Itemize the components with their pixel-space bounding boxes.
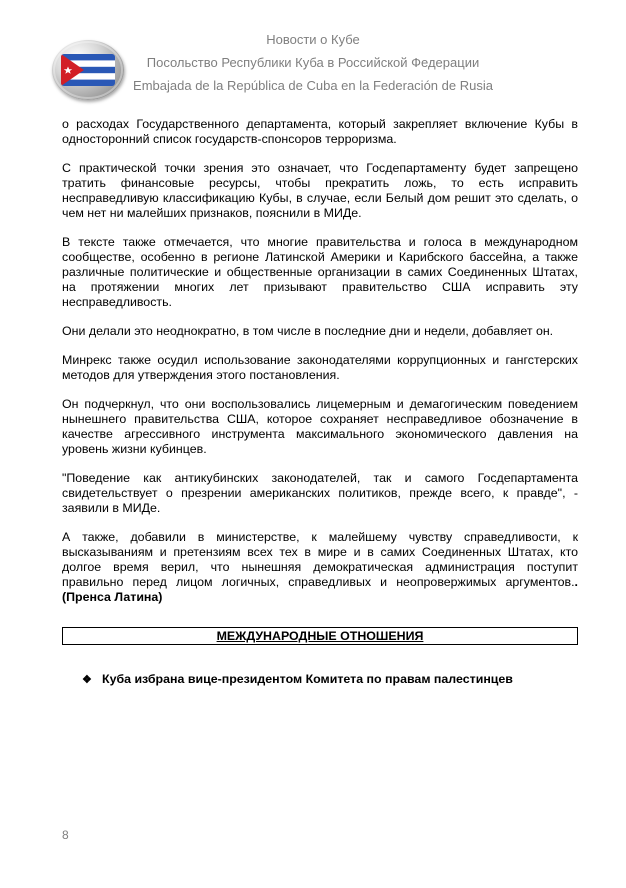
paragraph: Они делали это неоднократно, в том числе в последние дни и недели, добавляет он.	[62, 324, 554, 338]
diamond-bullet-icon: ❖	[82, 674, 92, 686]
newsletter-title: Новости о Кубе	[266, 32, 360, 47]
embassy-name-ru: Посольство Республики Куба в Российской Федерации	[146, 55, 480, 70]
news-source: . (Пренса Латина)	[62, 575, 578, 604]
paragraph: "Поведение как антикубинских законодателей, так и самого Госдепартамента свидетельствует о презрении американских политиков, прежде всего, к правде", - заявили в МИДе.	[62, 471, 578, 515]
section-heading	[62, 627, 578, 645]
paragraph: В тексте также отмечается, что многие правительства и голоса в международном сообществе, особенно в регионе Латинской Америки и Карибского бассейна, а также различные политические и общественные организации в самих Соединенных Штатах, на протяжении многих лет призывают правительство США исправить эту несправедливость.	[62, 235, 578, 309]
embassy-name-es: Embajada de la República de Cuba en la Federación de Rusia	[133, 78, 493, 93]
headline-item[interactable]	[82, 671, 513, 688]
paragraph: о расходах Государственного департамента, который закрепляет включение Кубы в односторонний список государств-спонсоров терроризма.	[62, 117, 578, 146]
article-body	[62, 117, 578, 619]
section-title: МЕЖДУНАРОДНЫЕ ОТНОШЕНИЯ	[216, 629, 424, 643]
paragraph-text: А также, добавили в министерстве, к малейшему чувству справедливости, к высказываниям и претензиям всех тех в мире и в самих Соединенных Штатах, кто долгое время верил, что нынешняя демократическая администрация поступит правильно перед лицом логичных, справедливых и неопровержимых аргументов.	[62, 530, 578, 589]
paragraph: С практической точки зрения это означает, что Госдепартаменту будет запрещено тратить финансовые ресурсы, чтобы прекратить ложь, то есть исправить несправедливую классификацию Кубы, в случае, если Белый дом решит это сделать, о чем нет ни малейших признаков, пояснили в МИДе.	[62, 161, 578, 220]
headline-text: Куба избрана вице-президентом Комитета по правам палестинцев	[102, 672, 513, 686]
paragraph-with-source	[62, 530, 578, 605]
page-number: 8	[62, 828, 69, 842]
page-header	[0, 0, 626, 110]
paragraph: Минрекс также осудил использование законодателями коррупционных и гангстерских методов для утверждения этого постановления.	[62, 353, 578, 382]
paragraph: Он подчеркнул, что они воспользовались лицемерным и демагогическим поведением нынешнего правительства США, которое сохраняет несправедливое обозначение в качестве агрессивного инструмента максимального экономического давления на уровень жизни кубинцев.	[62, 397, 578, 456]
